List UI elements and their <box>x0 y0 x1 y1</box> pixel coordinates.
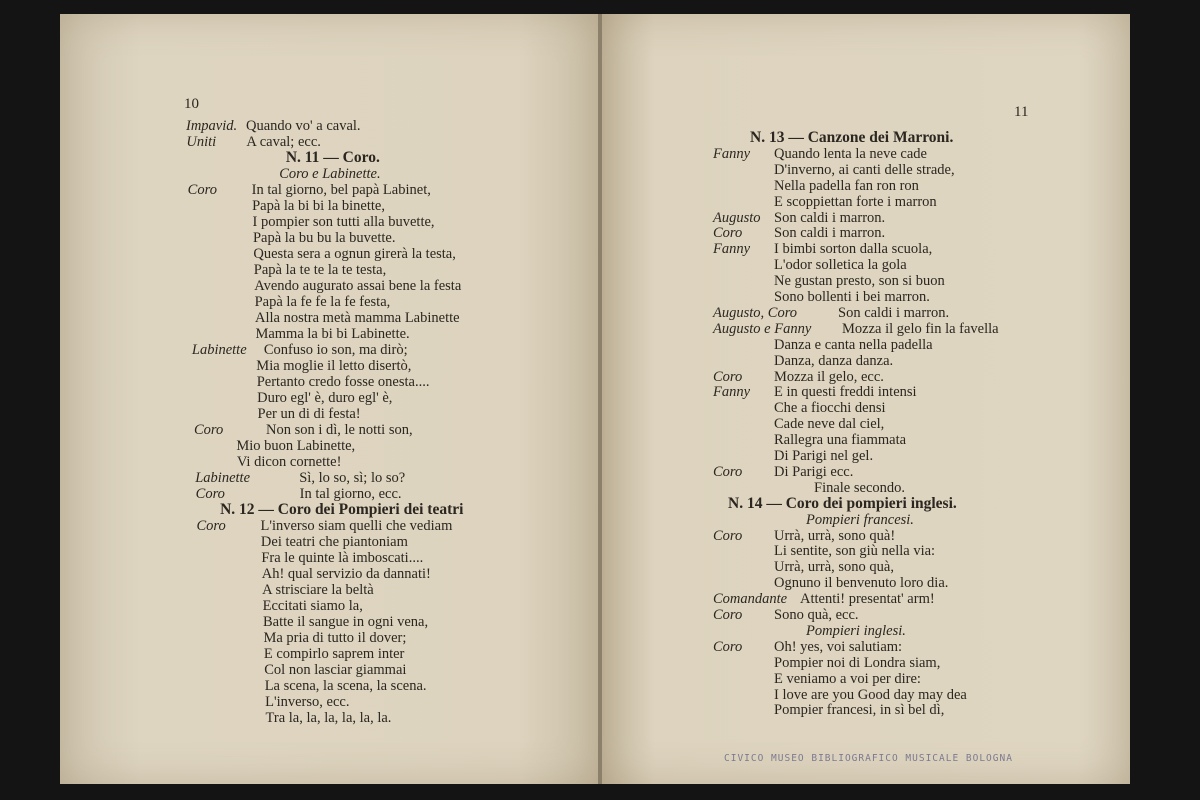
verse-line: Alla nostra metà mamma Labinette <box>255 310 460 326</box>
verse-line: Di Parigi ecc. <box>774 463 854 480</box>
verse-line: Cade neve dal ciel, <box>774 416 885 433</box>
verse-line: E compirlo saprem inter <box>263 646 405 662</box>
verse-line: Di Parigi nel gel. <box>774 448 874 464</box>
verse-line: I love are you Good day may dea <box>774 686 967 703</box>
verse-line: Papà la bi bi la binette, <box>252 198 385 214</box>
verse-line: Pompier noi di Londra siam, <box>774 654 941 671</box>
verse-line: Mia moglie il letto disertò, <box>256 358 412 374</box>
verse-line: Finale secondo. <box>814 479 906 496</box>
verse-line: Batte il sangue in ogni vena, <box>263 614 429 630</box>
verse-line: Li sentite, son giù nella via: <box>774 543 936 560</box>
speaker-name: Coro <box>196 518 226 534</box>
verse-line: Mamma la bi bi Labinette. <box>255 326 410 342</box>
verse-line: Son caldi i marron. <box>774 209 886 226</box>
verse-line: E scoppiettan forte i marron <box>774 193 937 210</box>
verse-line: Papà la te te la te testa, <box>253 262 387 278</box>
stage-direction: Pompieri inglesi. <box>806 622 906 639</box>
verse-line: Ah! qual servizio da dannati! <box>261 566 431 582</box>
verse-line: Che a fiocchi densi <box>774 400 886 417</box>
verse-line: In tal giorno, ecc. <box>299 486 402 502</box>
verse-line: Mozza il gelo fin la favella <box>842 320 999 337</box>
speaker-name: Impavid. <box>186 118 238 134</box>
verse-line: La scena, la scena, la scena. <box>264 678 427 694</box>
speaker-name: Augusto, Coro <box>713 304 798 321</box>
verse-line: Non son i dì, le notti son, <box>265 422 413 438</box>
speaker-name: Coro <box>713 225 743 242</box>
verse-line: Ne gustan presto, son si buon <box>774 273 945 290</box>
verse-line: Nella padella fan ron ron <box>774 177 919 194</box>
verse-line: Pompier francesi, in sì bel dì, <box>774 702 945 719</box>
verse-line: Sono bollenti i bei marron. <box>774 289 930 305</box>
section-heading: N. 11 — Coro. <box>285 149 380 166</box>
right-page <box>602 14 1130 784</box>
verse-line: A strisciare la beltà <box>262 582 374 598</box>
speaker-name: Fanny <box>713 384 751 401</box>
open-booklet <box>60 14 1130 784</box>
verse-line: D'inverno, ai canti delle strade, <box>774 161 955 178</box>
stage-direction: Pompieri francesi. <box>806 511 914 528</box>
verse-line: Son caldi i marron. <box>774 225 886 242</box>
verse-line: Papà la fe fe la fe festa, <box>254 294 391 310</box>
speaker-name: Uniti <box>186 134 217 150</box>
stage-direction: Coro e Labinette. <box>279 166 381 182</box>
speaker-name: Coro <box>713 638 743 655</box>
verse-line: Quando vo' a caval. <box>246 118 361 134</box>
verse-line: Avendo augurato assai bene la festa <box>254 278 462 294</box>
speaker-name: Coro <box>193 422 224 438</box>
page-number: 10 <box>184 96 199 112</box>
verse-line: E veniamo a voi per dire: <box>774 670 921 687</box>
speaker-name: Augusto <box>713 209 761 226</box>
section-heading: N. 12 — Coro dei Pompieri dei teatri <box>220 501 464 518</box>
verse-line: Oh! yes, voi salutiam: <box>774 638 903 655</box>
speaker-name: Coro <box>195 486 225 502</box>
speaker-name: Coro <box>713 463 743 480</box>
verse-line: Tra la, la, la, la, la, la. <box>265 710 392 726</box>
verse-line: Dei teatri che piantoniam <box>260 534 408 550</box>
verse-line: I bimbi sorton dalla scuola, <box>774 241 933 258</box>
speaker-name: Augusto e Fanny <box>713 320 812 337</box>
verse-line: Eccitati siamo la, <box>262 598 363 614</box>
speaker-name: Coro <box>713 607 743 623</box>
verse-line: Confuso io son, ma dirò; <box>263 342 408 358</box>
speaker-name: Labinette <box>195 470 251 486</box>
verse-line: Ma pria di tutto il dover; <box>263 630 407 646</box>
verse-line: Fra le quinte là imboscati.... <box>261 550 424 566</box>
verse-line: Urrà, urrà, sono quà! <box>774 527 896 544</box>
verse-line: L'odor solletica la gola <box>774 257 907 274</box>
section-heading: N. 14 — Coro dei pompieri inglesi. <box>728 494 957 512</box>
verse-line: In tal giorno, bel papà Labinet, <box>251 182 431 198</box>
verse-line: Son caldi i marron. <box>838 304 950 321</box>
verse-line: Sono quà, ecc. <box>774 607 859 623</box>
verse-line: Sì, lo so, sì; lo so? <box>299 470 406 486</box>
verse-line: Attenti! presentat' arm! <box>800 591 935 608</box>
verse-line: A caval; ecc. <box>246 134 321 150</box>
left-page <box>60 14 600 784</box>
verse-line: Duro egl' è, duro egl' è, <box>257 390 393 406</box>
verse-line: L'inverso, ecc. <box>265 694 350 710</box>
verse-line: Mio buon Labinette, <box>236 438 356 454</box>
library-stamp: CIVICO MUSEO BIBLIOGRAFICO MUSICALE BOLOGNA <box>724 753 1013 764</box>
verse-line: Col non lasciar giammai <box>264 662 407 678</box>
verse-line: Questa sera a ognun girerà la testa, <box>253 246 456 262</box>
verse-line: Danza, danza danza. <box>774 352 894 369</box>
verse-line: Ognuno il benvenuto loro dia. <box>774 575 949 592</box>
verse-line: L'inverso siam quelli che vediam <box>260 518 453 534</box>
verse-line: Per un di di festa! <box>257 406 361 422</box>
section-heading: N. 13 — Canzone dei Marroni. <box>750 129 954 146</box>
speaker-name: Coro <box>713 368 743 385</box>
speaker-name: Labinette <box>191 342 247 358</box>
verse-line: I pompier son tutti alla buvette, <box>252 214 435 230</box>
page-number: 11 <box>1014 104 1029 120</box>
verse-line: Danza e canta nella padella <box>774 336 933 353</box>
speaker-name: Fanny <box>713 145 751 162</box>
verse-line: Vi dicon cornette! <box>236 454 342 470</box>
verse-line: Papà la bu bu la buvette. <box>252 230 396 246</box>
speaker-name: Fanny <box>713 241 751 258</box>
verse-line: E in questi freddi intensi <box>774 384 917 401</box>
verse-line: Urrà, urrà, sono quà, <box>774 559 894 576</box>
verse-line: Pertanto credo fosse onesta.... <box>256 374 430 390</box>
verse-line: Mozza il gelo, ecc. <box>774 368 884 385</box>
verse-line: Rallegra una fiammata <box>774 432 907 449</box>
verse-line: Quando lenta la neve cade <box>774 145 927 162</box>
speaker-name: Coro <box>187 182 217 198</box>
speaker-name: Coro <box>713 527 743 544</box>
speaker-name: Comandante <box>713 591 788 608</box>
